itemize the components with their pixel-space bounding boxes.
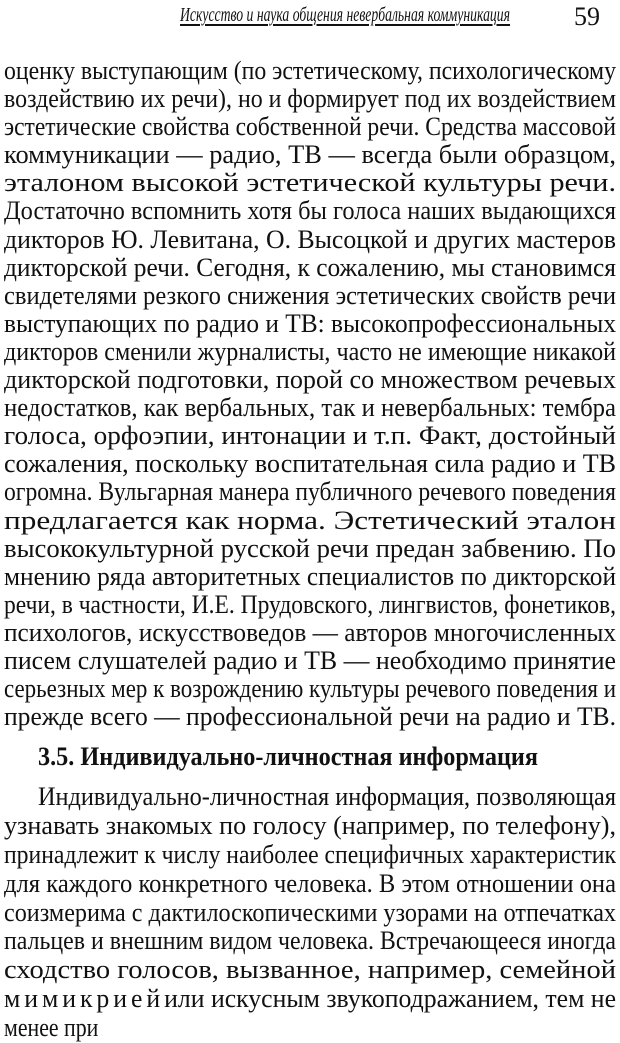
text-line-content: коммуникации — радио, ТВ — всегда были образцом, [4,140,616,170]
text-line-content: дикторов сменили журналисты, часто не имеющие никакой [4,336,616,366]
text-line-content: выступающих по радио и ТВ: высокопрофессиональных [4,308,616,338]
text-line-content: голоса, орфоэпии, интонации и т.п. Факт, достойный [4,421,616,451]
text-line-content: дикторов Ю. Левитана, О. Высоцкой и других мастеров [4,224,616,254]
text-line-content: речи, в частности, И.Е. Прудовского, лингвистов, фонетиков, [4,589,616,619]
running-title: Искусство и наука общения невербальная коммуникация [180,4,510,26]
text-line [4,927,616,956]
paragraph-1 [4,57,616,731]
text-line [4,703,616,731]
text-line [4,197,616,225]
text-line-content: Достаточно вспомнить хотя бы голоса наших выдающихся [4,196,616,226]
text-line-content: предлагается как норма. Эстетический эталон [4,505,616,535]
text-line-content: Индивидуально-личностная информация, позволяющая [38,782,616,811]
text-line-content: эстетические свойства собственной речи. Средства массовой [4,112,616,142]
text-line-content: оценку выступающим (по эстетическому, психологическому [4,56,616,85]
text-line [4,563,616,591]
text-line [4,366,616,394]
text-line-content: пальцев и внешним видом человека. Встречающееся иногда [4,926,616,956]
text-line [4,647,616,675]
text-line [4,899,616,928]
text-line-content: узнавать знакомых по голосу (например, по телефону), [4,810,616,840]
text-line-content: соизмерима с дактилоскопическими узорами на отпечатках [4,897,616,927]
text-line [4,1014,616,1043]
text-line [4,338,616,366]
text-line-content [4,985,616,1014]
text-line-content: эталоном высокой эстетической культуры речи. [4,168,616,198]
emphasis-word: мимикрией [4,984,165,1014]
text-line-content: сожаления, поскольку воспитательная сила радио и ТВ [4,449,616,479]
text-fragment: или искусным звукоподражанием, тем не [164,984,616,1014]
text-line-content: огромна. Вульгарная манера публичного речевого поведения [4,477,616,507]
text-line [4,956,616,985]
text-line [4,450,616,478]
text-line [4,394,616,422]
text-line [4,783,616,812]
text-line-content: высококультурной русской речи предан забвению. По [4,533,616,563]
text-line-content: дикторской подготовки, порой со множеством речевых [4,365,616,395]
text-line-content: серьезных мер к возрождению культуры речевого поведения и [4,674,616,704]
text-line-content: сходство голосов, вызванное, например, семейной [4,955,616,985]
text-line-content: недостатков, как вербальных, так и невербальных: тембра [4,393,616,423]
text-line-content: менее при [4,1013,99,1043]
text-line-content: дикторской речи. Сегодня, к сожалению, мы становимся [4,252,616,282]
text-line-content: мнению ряда авторитетных специалистов по дикторской [4,561,616,591]
paragraph-2 [4,783,616,1043]
text-line [4,870,616,899]
text-line [4,141,616,169]
text-line [4,478,616,506]
text-line [4,57,616,85]
text-line-content: прежде всего — профессиональной речи на радио и ТВ. [4,702,616,732]
page-number: 59 [574,2,600,31]
text-line-content: свидетелями резкого снижения эстетических свойств речи [4,280,616,310]
text-line [4,254,616,282]
page-header [0,2,620,32]
section-heading: 3.5. Индивидуально-личностная информация [38,742,538,771]
text-line-content: для каждого конкретного человека. В этом отношении она [4,868,616,898]
text-line-content: воздействию их речи), но и формирует под их воздействием [4,84,616,114]
text-line [4,422,616,450]
text-line-content: психологов, искусствоведов — авторов многочисленных [4,617,616,647]
text-line [4,841,616,870]
text-line [4,675,616,703]
text-line [4,113,616,141]
text-line [4,591,616,619]
text-line [4,310,616,338]
text-line-content: принадлежит к числу наиболее специфичных характеристик [4,839,616,869]
text-line [4,812,616,841]
text-line-content: писем слушателей радио и ТВ — необходимо принятие [4,645,616,675]
text-line [4,282,616,310]
text-line [4,169,616,197]
text-line [4,619,616,647]
text-line [4,535,616,563]
text-line [4,85,616,113]
text-line [4,226,616,254]
text-line [4,507,616,535]
text-line [4,985,616,1014]
